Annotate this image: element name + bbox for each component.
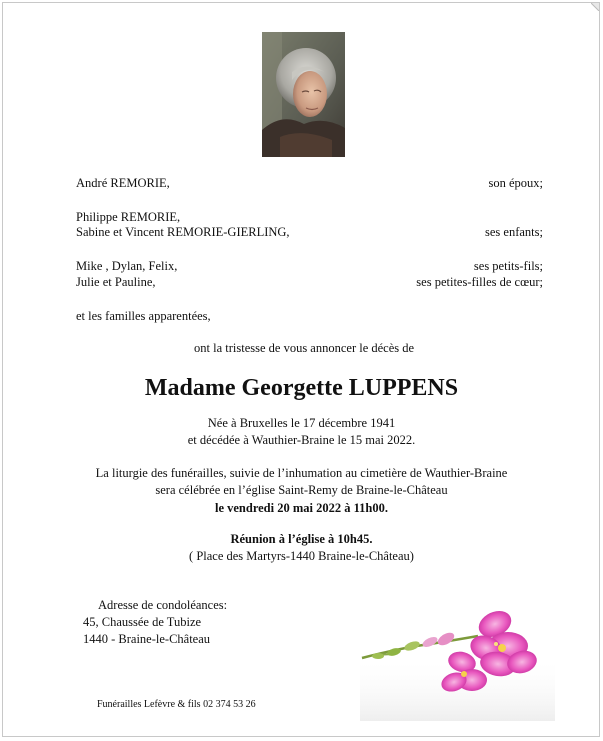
family-relation-5: ses petites-filles de cœur; [416, 275, 543, 289]
family-relation-4: ses petits-fils; [473, 259, 543, 273]
family-relation-3: ses enfants; [485, 225, 543, 239]
meeting-line-1: Réunion à l’église à 10h45. [230, 532, 373, 546]
condolences-street: 45, Chaussée de Tubize [83, 615, 202, 629]
family-name-5: Julie et Pauline, [76, 275, 156, 289]
meeting-line-2: ( Place des Martyrs-1440 Braine-le-Château) [189, 549, 414, 563]
ceremony-date: le vendredi 20 mai 2022 à 11h00. [214, 501, 389, 515]
family-relation-1: son époux; [488, 176, 543, 190]
freesia-flower-image [360, 596, 555, 721]
funeral-home-footer: Funérailles Lefèvre & fils 02 374 53 26 [97, 699, 256, 710]
family-name-3: Sabine et Vincent REMORIE-GIERLING, [76, 225, 290, 239]
family-name-1: André REMORIE, [76, 176, 170, 190]
ceremony-line-2: sera célébrée en l’église Saint-Remy de Braine-le-Château [155, 483, 448, 497]
condolences-city: 1440 - Braine-le-Château [83, 632, 211, 646]
announcement: ont la tristesse de vous annoncer le décès de [194, 341, 415, 355]
death-line: et décédée à Wauthier-Braine le 15 mai 2022. [187, 433, 416, 447]
page-corner-fold [591, 3, 599, 11]
ceremony-line-1: La liturgie des funérailles, suivie de l’inhumation au cimetière de Wauthier-Braine [95, 466, 508, 480]
deceased-name: Madame Georgette LUPPENS [144, 375, 459, 401]
family-name-2: Philippe REMORIE, [76, 210, 181, 224]
family-name-4: Mike , Dylan, Felix, [76, 259, 178, 273]
condolences-title: Adresse de condoléances: [98, 598, 228, 612]
birth-line: Née à Bruxelles le 17 décembre 1941 [207, 416, 396, 430]
portrait-photo [262, 32, 345, 157]
family-name-6: et les familles apparentées, [76, 309, 211, 323]
